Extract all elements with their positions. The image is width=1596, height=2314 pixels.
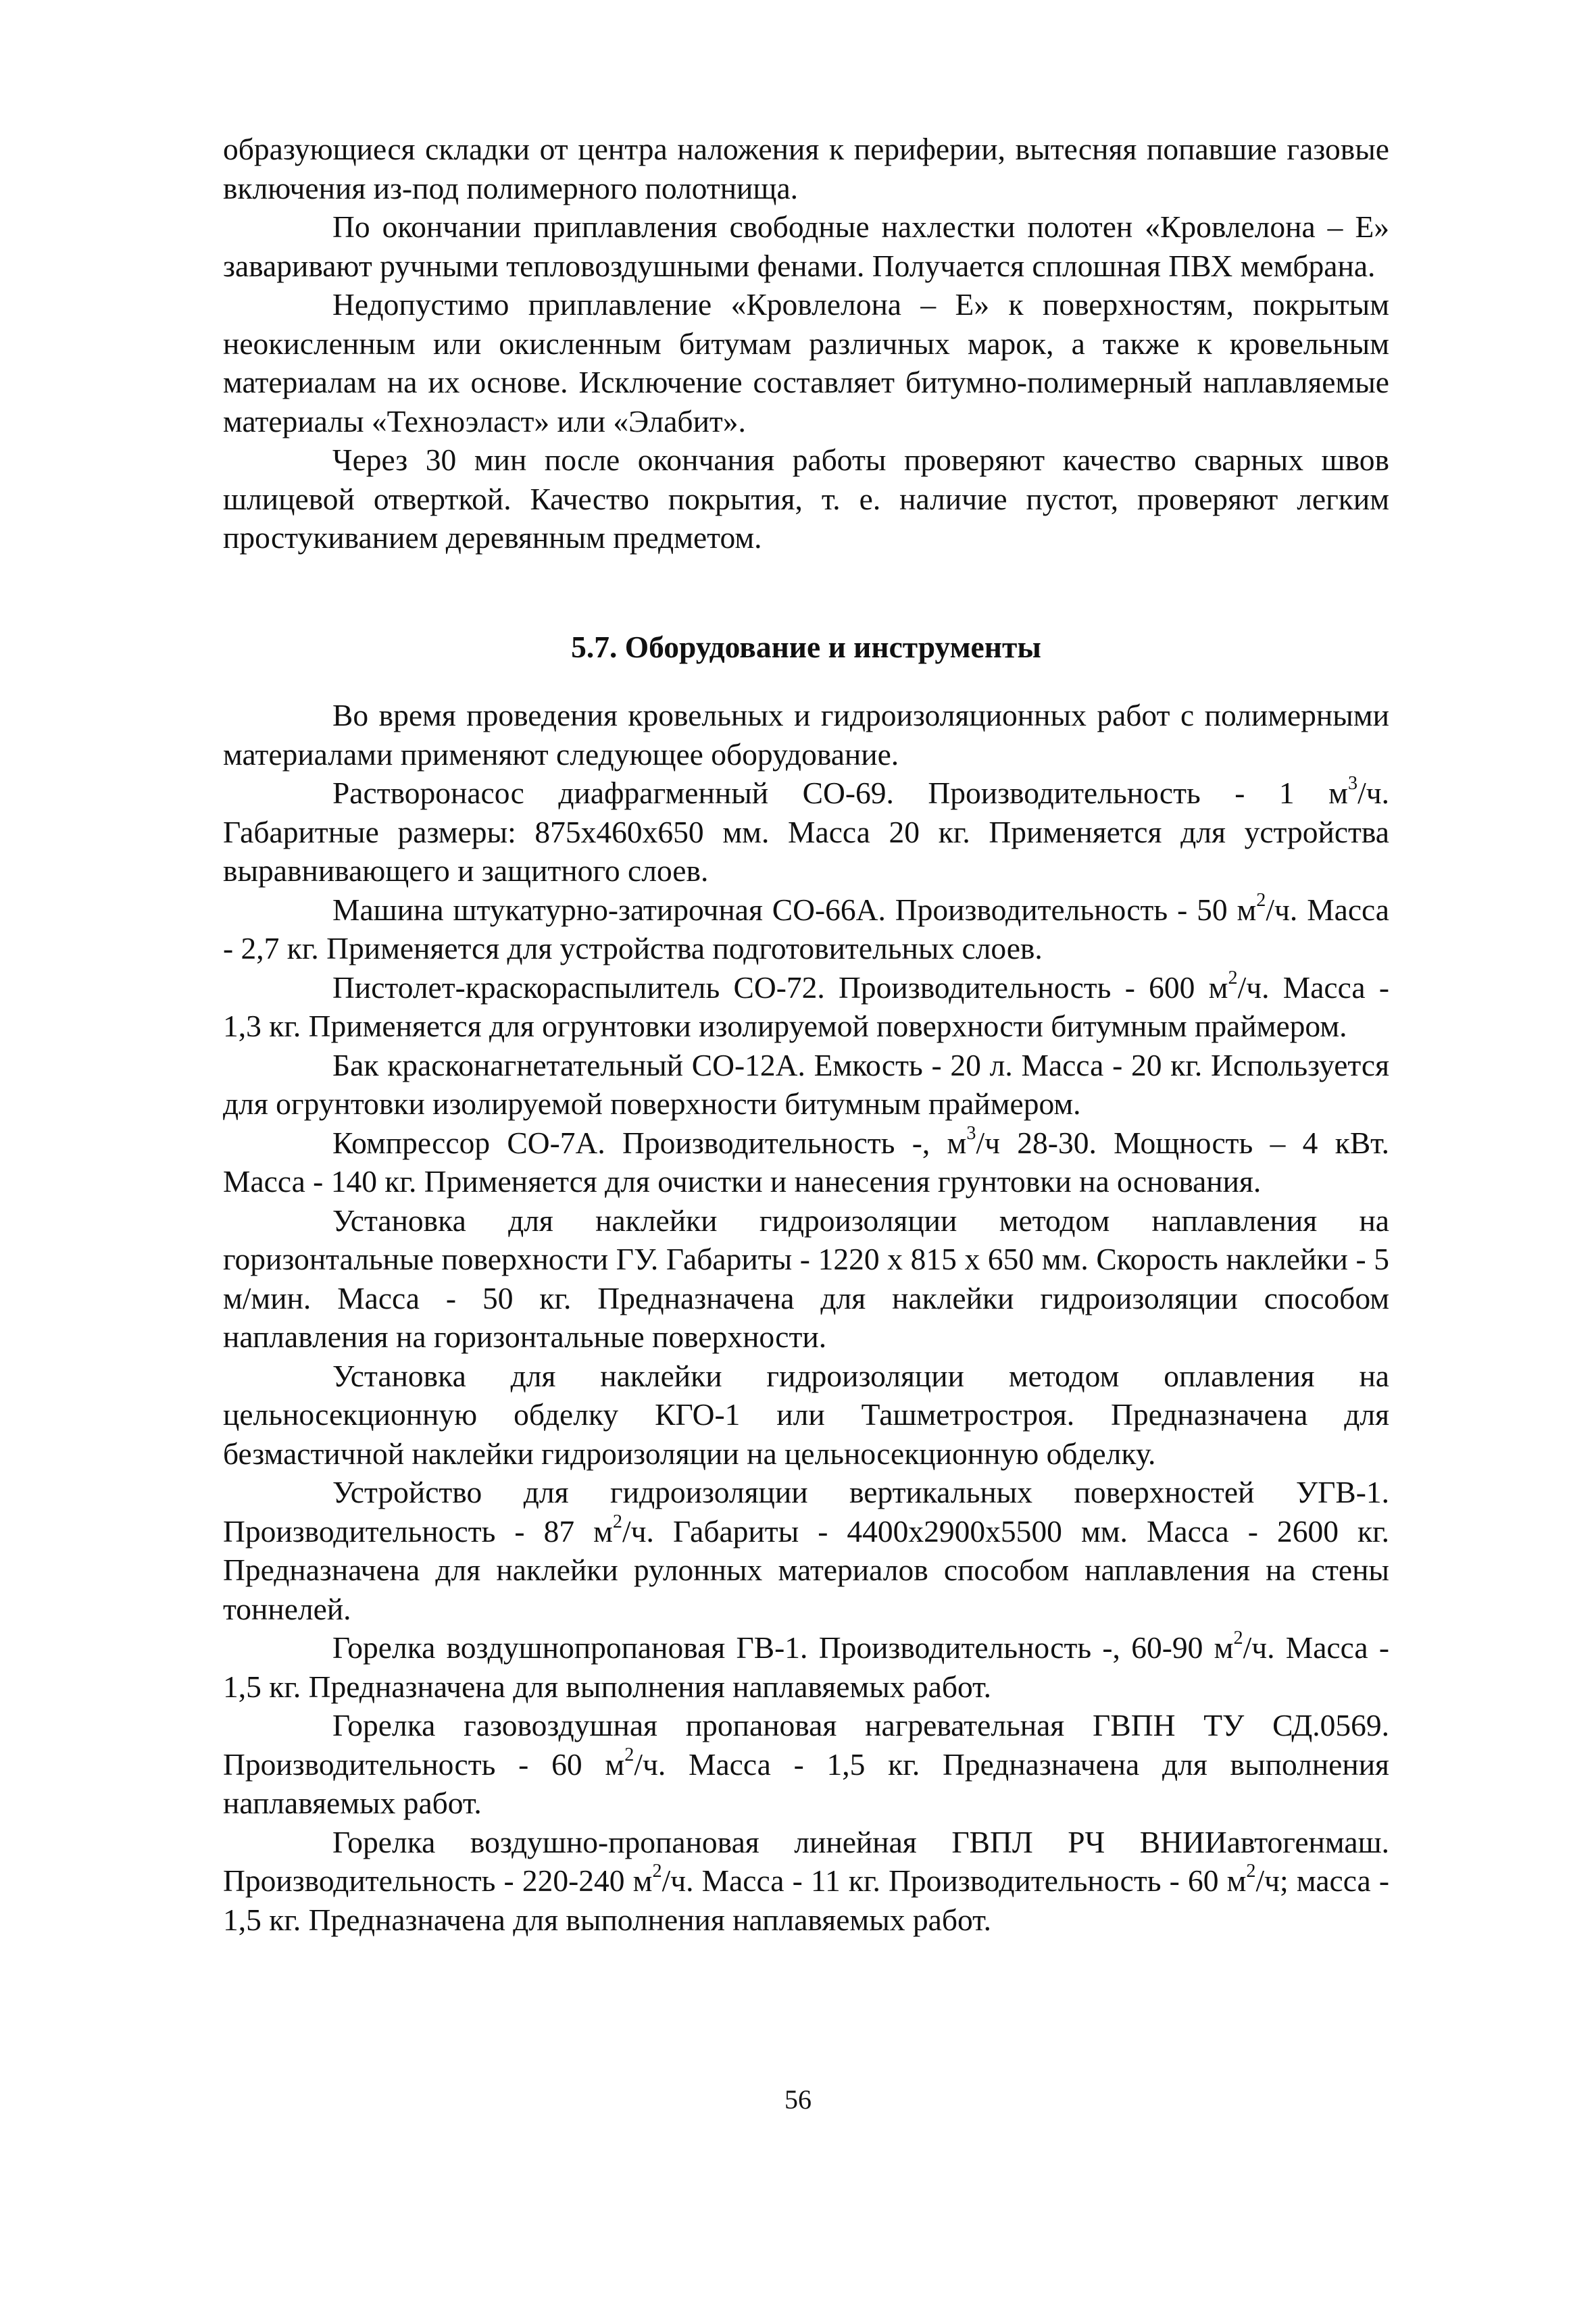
paragraph-horizontal-installation: Установка для наклейки гидроизоляции методом наплавления на горизонтальные поверхности ГУ. Габариты - 1220 х 815 х 650 мм. Скорость наклейки - 5 м/мин. Масса - 50 кг. Предназначена для наклейки гидроизоляции способом наплавления на горизонтальные поверхности.	[223, 1203, 1389, 1354]
text-run: Растворонасос диафрагменный СО-69. Производительность - 1 м	[332, 776, 1348, 810]
superscript: 2	[1246, 1860, 1256, 1882]
paragraph-seams: По окончании приплавления свободные нахлестки полотен «Кровлелона – Е» заваривают ручными тепловоздушными фенами. Получается сплошная ПВХ мембрана.	[223, 209, 1389, 283]
text-run: /ч. Масса - 1,5 кг. Предназначена для выполнения наплавяемых работ.	[223, 1630, 1389, 1704]
text-run: Компрессор СО-7А. Производительность -, м	[332, 1125, 967, 1160]
text-run: Горелка газовоздушная пропановая нагревательная ГВПН ТУ СД.0569. Производительность - 60 м	[223, 1708, 1389, 1782]
section-heading: 5.7. Оборудование и инструменты	[571, 629, 1041, 664]
paragraph-quality-check: Через 30 мин после окончания работы проверяют качество сварных швов шлицевой отверткой. Качество покрытия, т. е. наличие пустот, проверяют легким простукиванием деревянным предметом.	[223, 443, 1389, 555]
text-run: Горелка воздушнопропановая ГВ-1. Производительность -, 60-90 м	[332, 1630, 1234, 1665]
superscript: 2	[1256, 889, 1266, 911]
text-run: /ч. Габариты - 4400х2900х5500 мм. Масса - 2600 кг. Предназначена для наклейки рулонных материалов способом наплавления на стены тоннелей.	[223, 1513, 1389, 1626]
paragraph-burner-gv1	[223, 1628, 1389, 1706]
paragraph-compressor	[223, 1124, 1389, 1201]
text-run: Устройство для гидроизоляции вертикальных поверхностей УГВ-1. Производительность - 87 м	[223, 1475, 1389, 1549]
superscript: 2	[624, 1744, 634, 1765]
text-run: /ч. Габаритные размеры: 875х460х650 мм. Масса 20 кг. Применяется для устройства выравнивающего и защитного слоев.	[223, 776, 1389, 888]
paragraph-restriction: Недопустимо приплавление «Кровлелона – Е» к поверхностям, покрытым неокисленным или окисленным битумам различных марок, а также к кровельным материалам на их основе. Исключение составляет битумно-полимерный наплавляемые материалы «Техноэласт» или «Элабит».	[223, 287, 1389, 438]
section-spacer	[223, 666, 1389, 696]
text-run: /ч 28-30. Мощность – 4 кВт. Масса - 140 кг. Применяется для очистки и нанесения грунтовки на основания.	[223, 1125, 1390, 1199]
paragraph-vertical-device	[223, 1473, 1389, 1628]
superscript: 2	[1233, 1627, 1243, 1649]
superscript: 2	[612, 1511, 623, 1532]
superscript: 2	[652, 1860, 662, 1882]
paragraph-burner-gvpn	[223, 1706, 1389, 1823]
superscript: 3	[1347, 772, 1358, 794]
text-run: /ч; масса - 1,5 кг. Предназначена для выполнения наплавяемых работ.	[223, 1863, 1389, 1937]
paragraph-equipment-intro: Во время проведения кровельных и гидроизоляционных работ с полимерными материалами применяют следующее оборудование.	[223, 698, 1389, 772]
page-number: 56	[784, 2084, 812, 2115]
text-run: /ч. Масса - 2,7 кг. Применяется для устройства подготовительных слоев.	[223, 892, 1389, 965]
superscript: 3	[966, 1122, 976, 1144]
paragraph-continuation: образующиеся складки от центра наложения к периферии, вытесняя попавшие газовые включения из-под полимерного полотнища.	[223, 132, 1389, 205]
text-run: Пистолет-краскораспылитель СО-72. Производительность - 600 м	[332, 970, 1228, 1005]
paragraph-plastering-machine	[223, 890, 1389, 968]
text-run: Горелка воздушно-пропановая линейная ГВПЛ РЧ ВНИИавтогенмаш. Производительность - 220-240 м	[223, 1824, 1389, 1898]
section-spacer	[223, 557, 1389, 628]
text-run: Машина штукатурно-затирочная СО-66А. Производительность - 50 м	[332, 892, 1257, 927]
paragraph-paint-tank: Бак красконагнетательный СО-12А. Емкость - 20 л. Масса - 20 кг. Используется для огрунтовки изолируемой поверхности битумным праймером.	[223, 1047, 1389, 1121]
superscript: 2	[1228, 967, 1238, 988]
text-run: /ч. Масса - 11 кг. Производительность - 60 м	[662, 1863, 1247, 1898]
paragraph-spray-gun	[223, 968, 1389, 1046]
text-run: /ч. Масса - 1,5 кг. Предназначена для выполнения наплавяемых работ.	[223, 1746, 1389, 1820]
paragraph-sectional-installation: Установка для наклейки гидроизоляции методом оплавления на цельносекционную обделку КГО-1 или Ташметростроя. Предназначена для безмастичной наклейки гидроизоляции на цельносекционную обделку.	[223, 1358, 1389, 1471]
paragraph-burner-gvpl	[223, 1823, 1389, 1940]
document-page	[223, 130, 1389, 1939]
paragraph-mortar-pump	[223, 774, 1389, 890]
text-run: /ч. Масса - 1,3 кг. Применяется для огрунтовки изолируемой поверхности битумным праймером.	[223, 970, 1389, 1043]
